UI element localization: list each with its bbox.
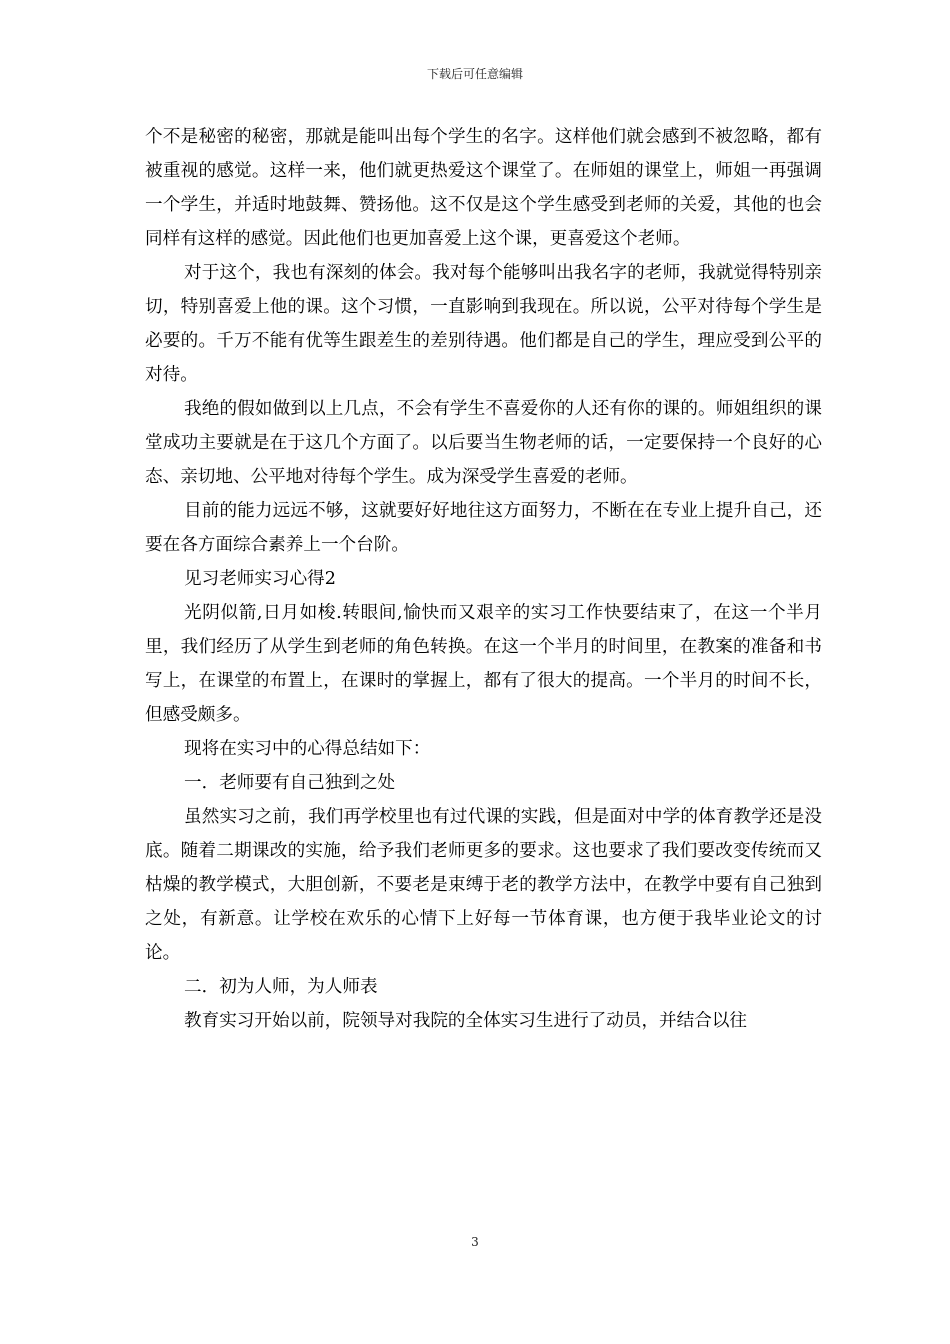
paragraph-4: 目前的能力远远不够，这就要好好地往这方面努力，不断在在专业上提升自己，还要在各方面综合素养上一个台阶。 — [145, 501, 822, 555]
subheading-1: 一．老师要有自己独到之处 — [184, 773, 396, 793]
page-number: 3 — [471, 1235, 479, 1249]
document-body — [145, 120, 822, 1038]
section-title: 见习老师实习心得2 — [184, 569, 336, 589]
subheading-2: 二．初为人师，为人师表 — [184, 977, 378, 997]
paragraph-5: 光阴似箭,日月如梭.转眼间,愉快而又艰辛的实习工作快要结束了，在这一个半月里，我们经历了从学生到老师的角色转换。在这一个半月的时间里，在教案的准备和书写上，在课堂的布置上，在课时的掌握上，都有了很大的提高。一个半月的时间不长，但感受颇多。 — [145, 603, 822, 725]
paragraph-2: 对于这个，我也有深刻的体会。我对每个能够叫出我名字的老师，我就觉得特别亲切，特别喜爱上他的课。这个习惯，一直影响到我现在。所以说，公平对待每个学生是必要的。千万不能有优等生跟差生的差别待遇。他们都是自己的学生，理应受到公平的对待。 — [145, 263, 822, 385]
paragraph-6: 现将在实习中的心得总结如下： — [184, 739, 431, 759]
paragraph-7: 虽然实习之前，我们再学校里也有过代课的实践，但是面对中学的体育教学还是没底。随着二期课改的实施，给予我们老师更多的要求。这也要求了我们要改变传统而又枯燥的教学模式，大胆创新，不要老是束缚于老的教学方法中，在教学中要有自己独到之处，有新意。让学校在欢乐的心情下上好每一节体育课，也方便于我毕业论文的讨论。 — [145, 807, 822, 963]
paragraph-3: 我绝的假如做到以上几点，不会有学生不喜爱你的人还有你的课的。师姐组织的课堂成功主要就是在于这几个方面了。以后要当生物老师的话，一定要保持一个良好的心态、亲切地、公平地对待每个学生。成为深受学生喜爱的老师。 — [145, 399, 822, 487]
page-header: 下载后可任意编辑 — [426, 67, 523, 81]
paragraph-8: 教育实习开始以前，院领导对我院的全体实习生进行了动员，并结合以往 — [184, 1011, 748, 1031]
paragraph-1: 个不是秘密的秘密，那就是能叫出每个学生的名字。这样他们就会感到不被忽略，都有被重视的感觉。这样一来，他们就更热爱这个课堂了。在师姐的课堂上，师姐一再强调一个学生，并适时地鼓舞、赞扬他。这不仅是这个学生感受到老师的关爱，其他的也会同样有这样的感觉。因此他们也更加喜爱上这个课，更喜爱这个老师。 — [145, 127, 822, 249]
